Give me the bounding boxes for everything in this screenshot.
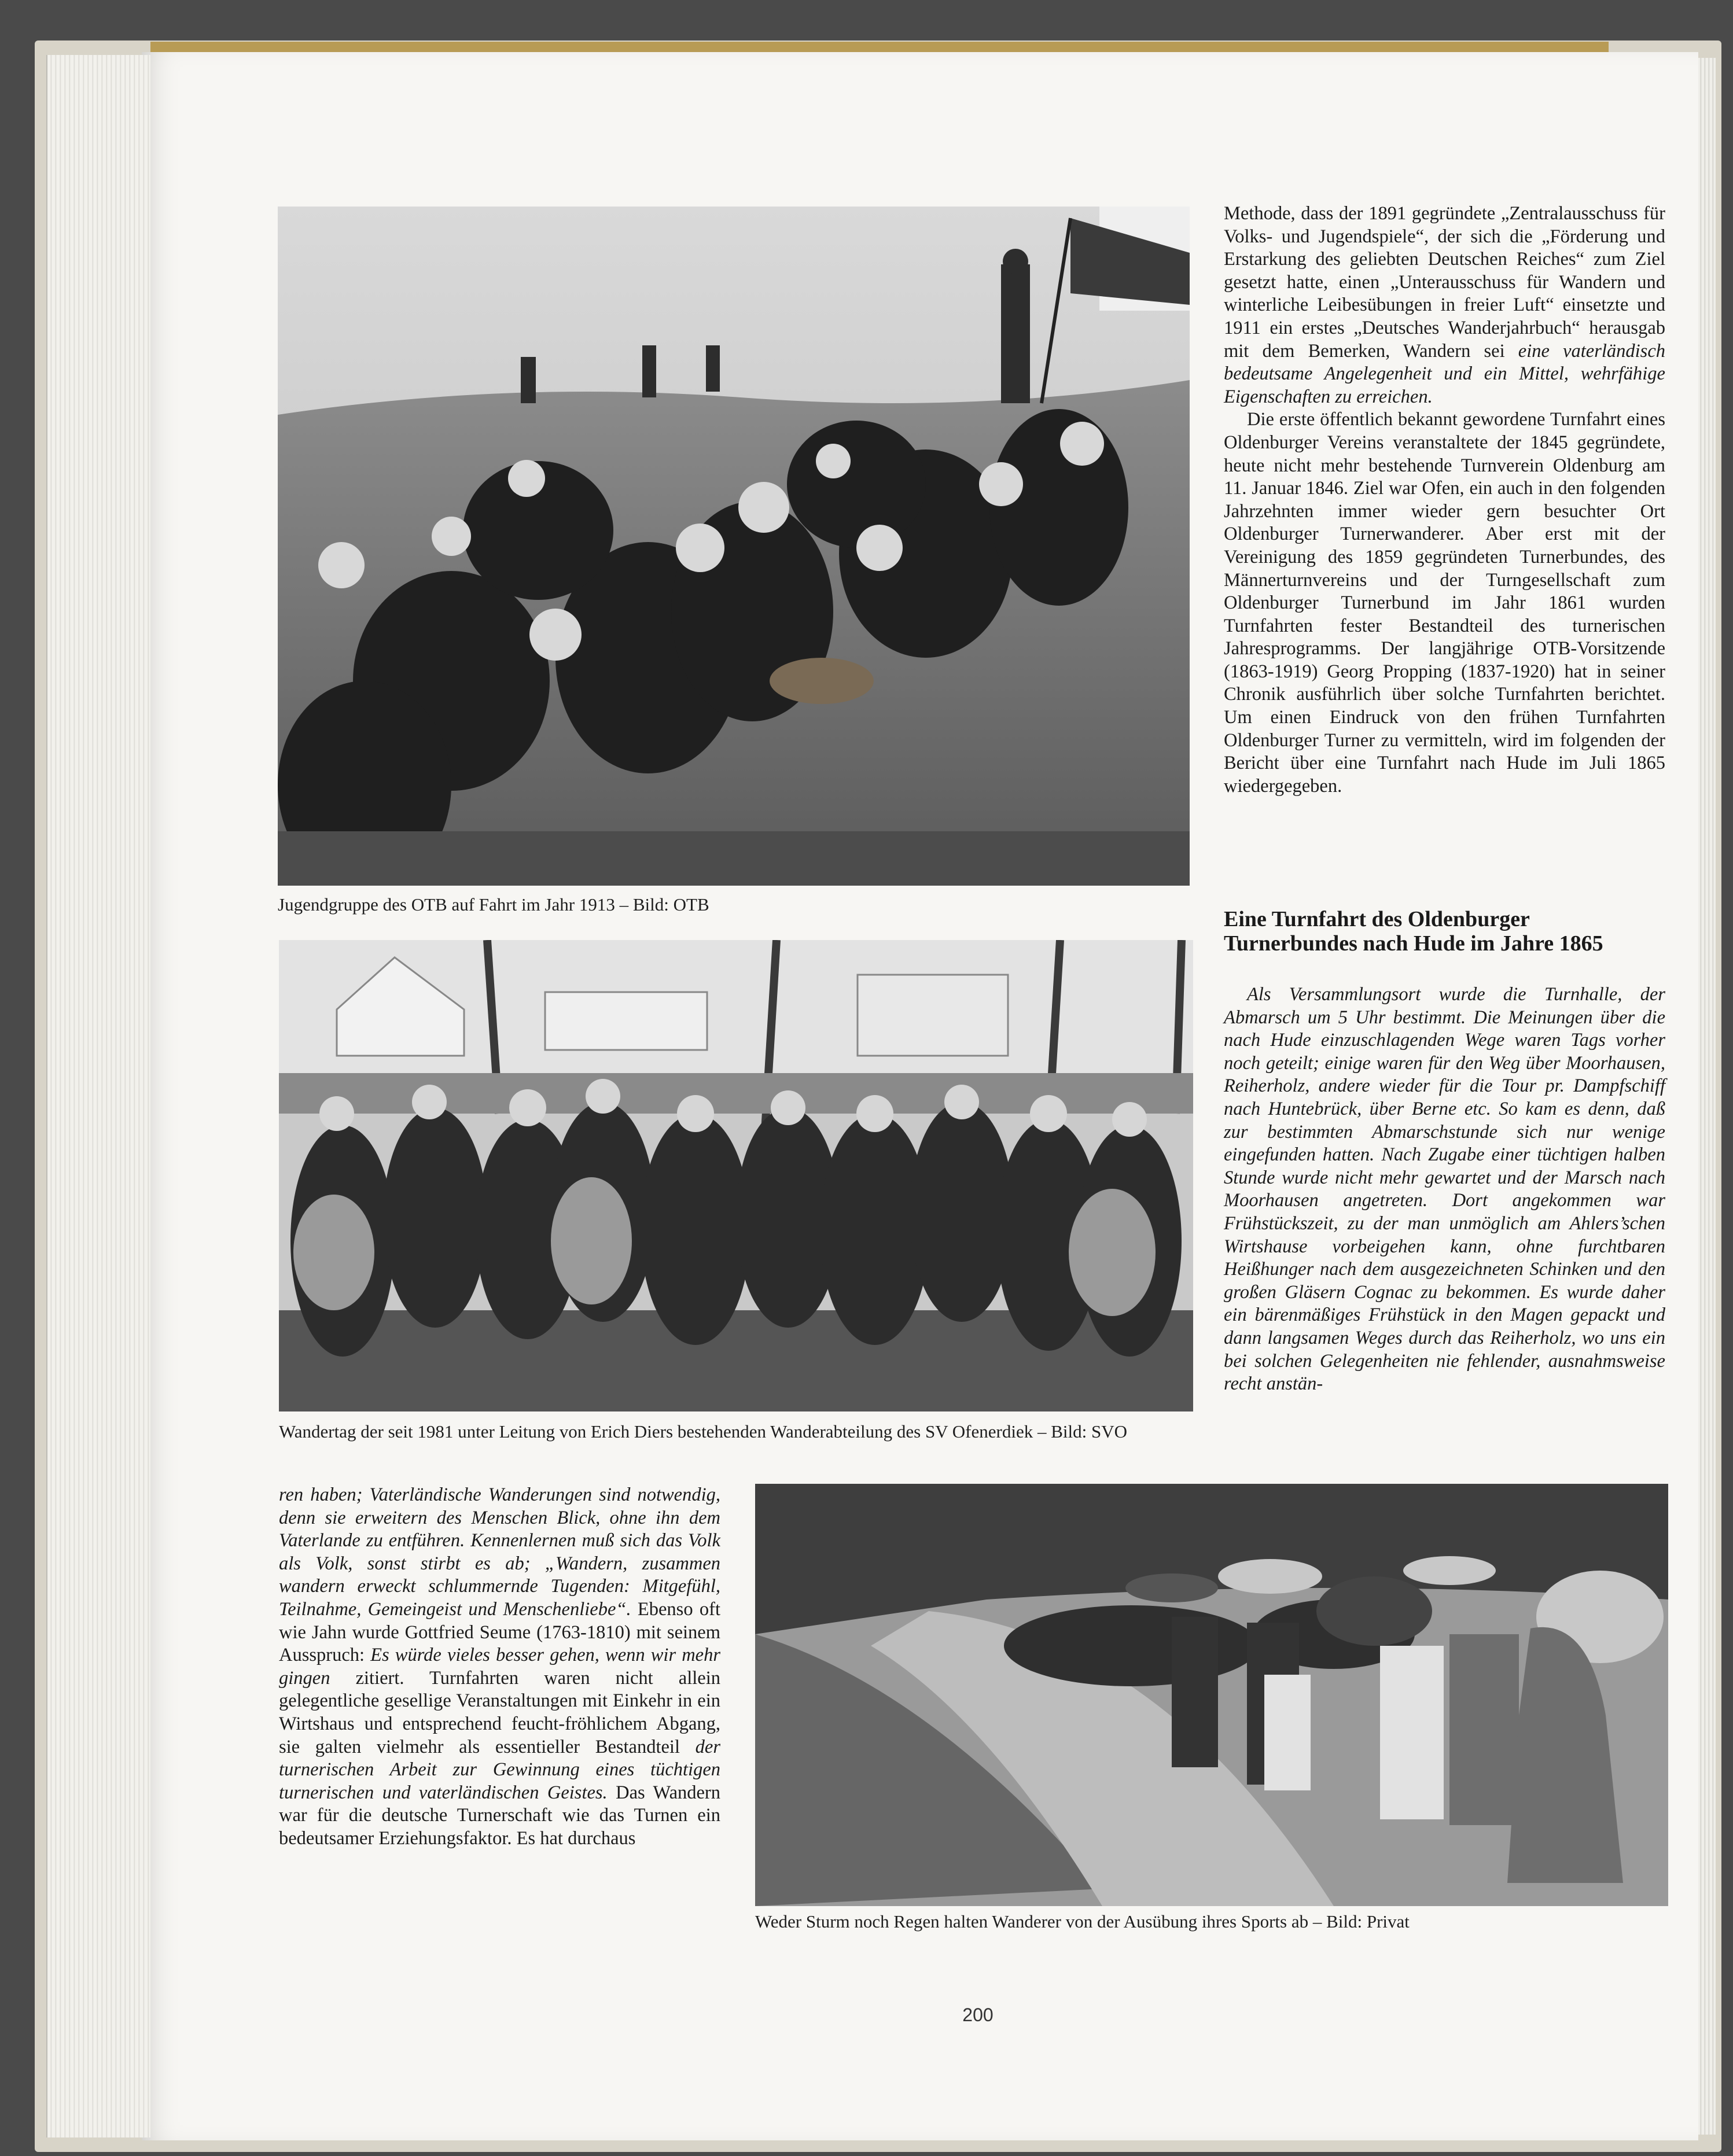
para1-italic-quote: eine vaterländisch bedeutsame Angelegenheit und ein Mittel, wehrfähige Eigenschaften zu erreichen. (1224, 340, 1665, 407)
paragraph-wandern-erziehung (279, 1484, 720, 1851)
left-text-1: Ebenso oft wie Jahn wurde Gottfried Seume (1763-1810) mit seinem Ausspruch: (279, 1598, 720, 1666)
paragraph-erste-turnfahrt: Die erste öffentlich bekannt gewordene Turnfahrt eines Oldenburger Vereins veranstaltete der 1845 gegründete, heute nicht mehr bestehende Turnverein Oldenburg am 11. Januar 1846. Ziel war Ofen, ein auch in den folgenden Jahrzehnten immer wieder gern besuchter Ort Oldenburger Turnerwanderer. Aber erst mit der Vereinigung des 1859 gegründeten Turnerbundes, des Männerturnvereins und der Turngesellschaft zum Oldenburger Turnerbund im Jahr 1861 wurden Turnfahrten fester Bestandteil des turnerischen Jahresprogramms. Der langjährige OTB-Vorsitzende (1863-1919) Georg Propping (1837-1920) hat in seiner Chronik ausführlich über solche Turnfahrten berichtet. Um einen Eindruck von den frühen Turnfahrten Oldenburger Turner zu vermitteln, wird im folgenden der Bericht über eine Turnfahrt nach Hude im Juli 1865 wiedergegeben. (1224, 409, 1665, 797)
right-italic-report (1224, 983, 1665, 1396)
caption-otb-youth-group: Jugendgruppe des OTB auf Fahrt im Jahr 1913 – Bild: OTB (278, 894, 709, 915)
paragraph-zentralausschuss (1224, 202, 1665, 408)
left-italic-quote-2: Es würde vieles besser gehen, wenn wir mehr gingen (279, 1645, 721, 1689)
left-text-2: zitiert. Turnfahrten waren nicht allein gelegentliche gesellige Veranstaltungen mit Einkehr in ein Wirtshaus und entsprechend feucht-fröhlichem Abgang, sie galten vielmehr als essentieller Bestandteil (279, 1667, 720, 1757)
left-italic-quote-1: ren haben; Vaterländische Wanderungen sind notwendig, denn sie erweitern des Menschen Blick, ohne ihn dem Vaterlande zu entführen. Kennenlernen muß sich das Volk als Volk, sonst stirbt es ab; „Wandern, zusammen wandern erweckt schlummernde Tugenden: Mitgefühl, Teilnahme, Gemeingeist und Menschenliebe“. (279, 1484, 720, 1620)
paragraph-report-1865 (1224, 983, 1665, 1396)
caption-wandertag-group: Wandertag der seit 1981 unter Leitung von Erich Diers bestehenden Wanderabteilung des SV Ofenerdiek – Bild: SVO (279, 1421, 1127, 1442)
left-italic-quote-3: der turnerischen Arbeit zur Gewinnung eines tüchtigen turnerischen und vaterländischen Geistes. (279, 1736, 720, 1803)
left-text-column (279, 1484, 720, 1851)
photo-otb-youth-group (278, 207, 1190, 886)
report-italic-text: Als Versammlungsort wurde die Turnhalle, der Abmarsch um 5 Uhr bestimmt. Die Meinungen über die nach Hude einzuschlagenden Wege waren Tags vorher noch geteilt; einige waren für den Weg über Moorhausen, Reiherholz, andere wieder für die Tour pr. Dampfschiff nach Huntebrück, über Berne etc. So kam es denn, daß zur bestimmten Abmarschstunde sich nur wenige eingefunden hatten. Nach Zugabe einer tüchtigen halben Stunde wurde nicht mehr gewartet und der Marsch nach Moorhausen angetreten. Dort angekommen war Frühstückszeit, zu der man unmöglich am Ahlers’schen Wirtshause vorbeigehen kann, ohne furchtbaren Heißhunger nach dem ausgezeichneten Schinken und den großen Gläsern Cognac zu bekommen. Es wurde daher ein bärenmäßiges Frühstück in den Magen gepackt und dann langsamen Weges durch das Reiherholz, wo uns ein bei solchen Gelegenheiten nie fehlender, ausnahmsweise recht anstän- (1224, 984, 1665, 1395)
page-number: 200 (962, 2004, 994, 2025)
right-text-column (1224, 202, 1665, 798)
photo-wandertag-group (279, 940, 1193, 1411)
left-text-3: Das Wandern war für die deutsche Turnerschaft wie das Turnen ein bedeutsamer Erziehungsfaktor. Es hat durchaus (279, 1782, 720, 1849)
photo-rain-hikers (755, 1484, 1668, 1906)
caption-rain-hikers: Weder Sturm noch Regen halten Wanderer von der Ausübung ihres Sports ab – Bild: Privat (755, 1911, 1410, 1932)
page-edges-left (46, 55, 150, 2137)
para1-text: Methode, dass der 1891 gegründete „Zentralausschuss für Volks- und Jugendspiele“, der sich die „Förderung und Erstarkung des geliebten Deutschen Reiches“ zum Ziel gesetzt hatte, einen „Unterausschuss für Wandern und winterliche Leibesübungen in freier Luft“ einsetzte und 1911 ein erstes „Deutsches Wanderjahrbuch“ herausgab mit dem Bemerken, Wandern sei (1224, 203, 1665, 362)
section-heading: Eine Turnfahrt des Oldenburger Turnerbundes nach Hude im Jahre 1865 (1224, 907, 1603, 956)
